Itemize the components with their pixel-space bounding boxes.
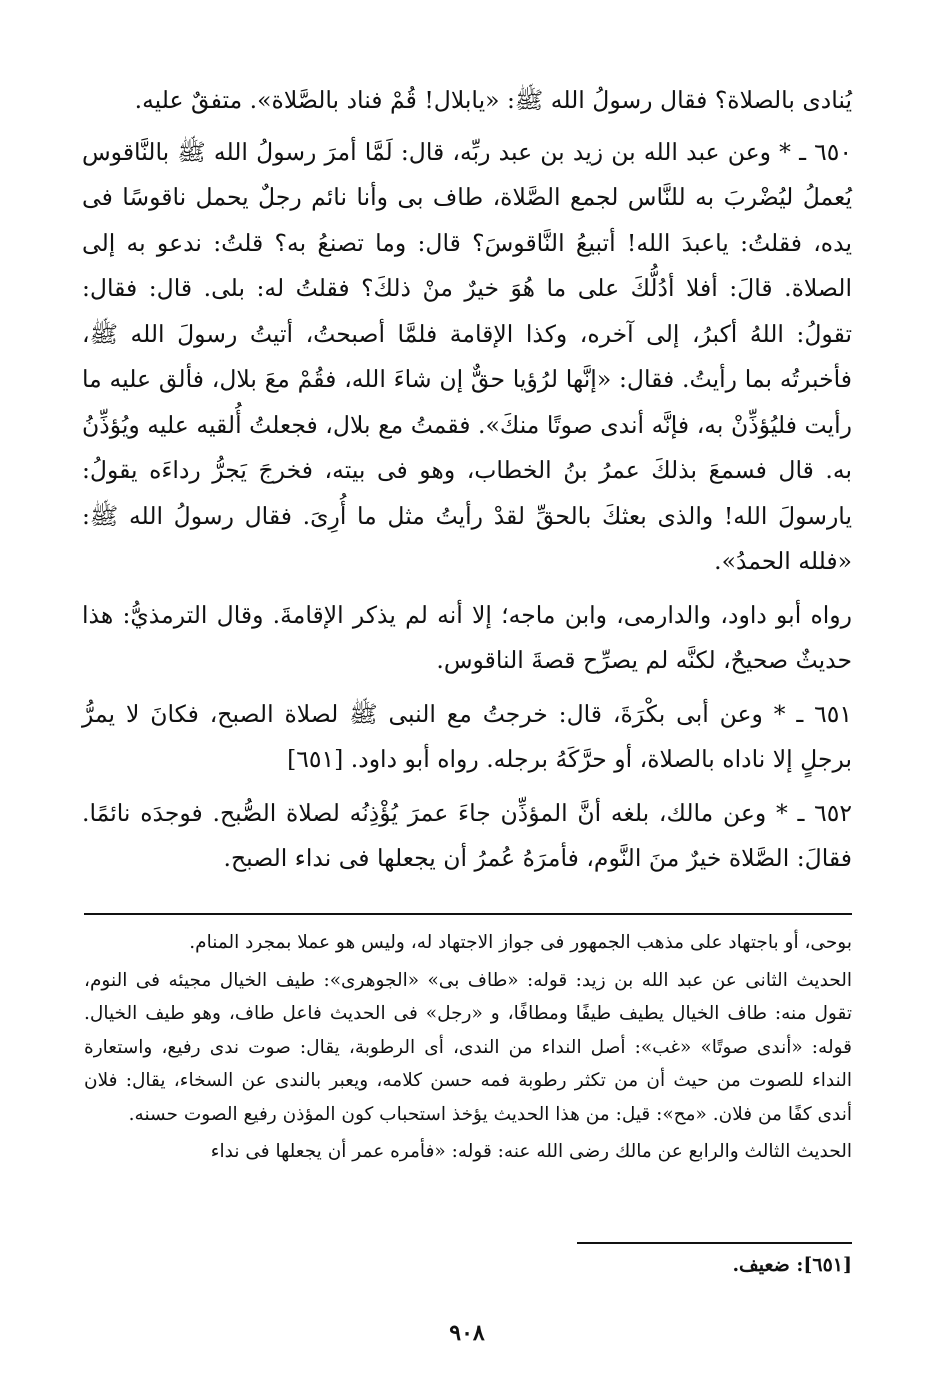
book-page: [82, 78, 852, 1368]
footnote-paragraph: بوحى، أو باجتهاد على مذهب الجمهور فى جواز الاجتهاد له، وليس هو عملا بمجرد المنام.: [189, 932, 852, 953]
page-number: ٩٠٨: [449, 1320, 485, 1346]
footnote-paragraph: الحديث الثانى عن عبد الله بن زيد: قوله: «طاف بى» «الجوهرى»: طيف الخيال مجيئه فى النوم، تقول منه: طاف الخيال يطيف طيفًا ومطافًا، و «رجل» فى الحديث فاعل طاف، وهو طيف الخيال. قوله: «أندى صوتًا» «غب»: أصل النداء من الندى، أى الرطوبة، يقال: صوت ندى رفيع، واستعارة النداء للصوت من حيث أن من تكثر رطوبة فمه حسن كلامه، ويعبر بالندى عن السخاء، يقال: فلان أندى كفًا من فلان. «مح»: قيل: من هذا الحديث يؤخذ استحباب كون المؤذن رفيع الصوت حسنه.: [84, 969, 852, 1125]
reference-separator: [577, 1242, 852, 1244]
reference-note: [٦٥١]: ضعيف.: [732, 1254, 852, 1276]
footnote-separator: [84, 913, 852, 915]
commentary-footnotes: [84, 926, 852, 1173]
main-text: [82, 78, 852, 882]
footnote-paragraph: الحديث الثالث والرابع عن مالك رضى الله عنه: قوله: «فأمره عمر أن يجعلها فى نداء: [210, 1141, 852, 1162]
hadith-650: ٦٥٠ ـ * وعن عبد الله بن زيد بن عبد ربِّه، قال: لَمَّا أمرَ رسولُ الله ﷺ بالنَّاقوس يُعملُ ليُضْربَ به للنَّاس لجمع الصَّلاة، طاف بى وأنا نائم رجلٌ يحمل ناقوسًا فى يده، فقلتُ: ياعبدَ الله! أتبيعُ النَّاقوسَ؟ قال: وما تصنعُ به؟ قلتُ: ندعو به إلى الصلاة. قالَ: أفلا أدُلُّكَ على ما هُوَ خيرٌ منْ ذلكَ؟ فقلتُ له: بلى. قال: فقال: تقولُ: اللهُ أكبرُ، إلى آخره، وكذا الإقامة فلمَّا أصبحتُ، أتيتُ رسولَ الله ﷺ، فأخبرتُه بما رأيتُ. فقال: «إنَّها لرُؤيا حقٌّ إن شاءَ الله، فقُمْ معَ بلال، فألق عليه ما رأيت فليُؤذِّنْ به، فإنَّه أندى صوتًا منكَ». فقمتُ مع بلال، فجعلتُ أُلقيه عليه ويُؤذِّنُ به. قال فسمعَ بذلكَ عمرُ بنُ الخطاب، وهو فى بيته، فخرجَ يَجرُّ رداءَه يقولُ: يارسولَ الله! والذى بعثكَ بالحقِّ لقدْ رأيتُ مثل ما أُرِىَ. فقال رسولُ الله ﷺ: «فلله الحمدُ».: [82, 137, 852, 575]
paragraph-continuation: يُنادى بالصلاة؟ فقال رسولُ الله ﷺ: «يابلال! قُمْ فناد بالصَّلاة». متفقٌ عليه.: [134, 86, 852, 114]
hadith-651: ٦٥١ ـ * وعن أبى بكْرَةَ، قال: خرجتُ مع النبى ﷺ لصلاة الصبح، فكانَ لا يمرُّ برجلٍ إلا ناداه بالصلاة، أو حرَّكَهُ برجله. رواه أبو داود. [٦٥١]: [82, 699, 852, 773]
hadith-652: ٦٥٢ ـ * وعن مالك، بلغه أنَّ المؤذِّن جاءَ عمرَ يُؤْذِنُه لصلاة الصُّبح. فوجدَه نائمًا. فقالَ: الصَّلاة خيرٌ منَ النَّوم، فأمرَهُ عُمرُ أن يجعلها فى نداء الصبح.: [82, 798, 852, 872]
hadith-650-takhrij: رواه أبو داود، والدارمى، وابن ماجه؛ إلا أنه لم يذكر الإقامةَ. وقال الترمذيُّ: هذا حديثٌ صحيحٌ، لكنَّه لم يصرِّح قصةَ الناقوس.: [82, 600, 852, 674]
